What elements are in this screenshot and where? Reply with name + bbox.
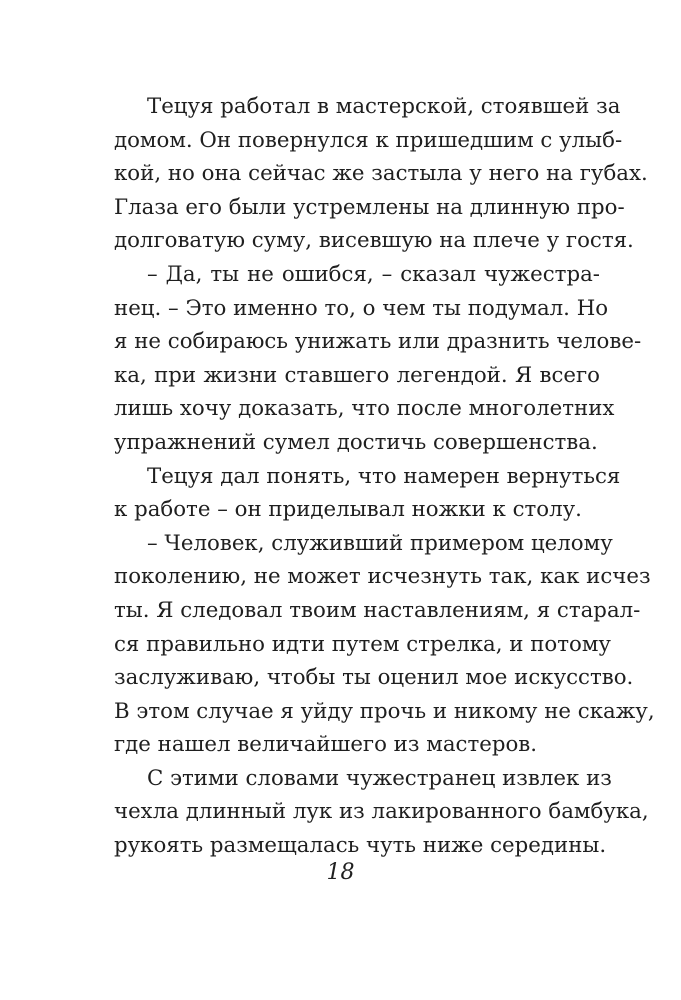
paragraph [114, 762, 649, 863]
page-number: 18 [326, 860, 355, 885]
text-line: заслуживаю, чтобы ты оценил мое искусство. [114, 665, 634, 691]
text-line: – Человек, служивший примером целому [147, 530, 613, 556]
paragraph [114, 258, 642, 460]
text-line: чехла длинный лук из лакированного бамбука, [114, 799, 649, 825]
text-line: где нашел величайшего из мастеров. [114, 732, 538, 758]
paragraph [114, 460, 621, 527]
text-line: Глаза его были устремлены на длинную про- [114, 194, 625, 220]
text-line: Тецуя дал понять, что намерен вернуться [147, 463, 621, 489]
text-line: ся правильно идти путем стрелка, и потому [114, 631, 611, 657]
text-line: нец. – Это именно то, о чем ты подумал. Но [114, 295, 609, 321]
text-line: рукоять размещалась чуть ниже середины. [114, 833, 607, 859]
text-line: В этом случае я уйду прочь и никому не скажу, [114, 698, 655, 724]
text-line: к работе – он приделывал ножки к столу. [114, 497, 582, 523]
paragraph [114, 90, 648, 258]
text-line: лишь хочу доказать, что после многолетних [114, 396, 615, 422]
text-line: ты. Я следовал твоим наставлениям, я старал- [114, 597, 641, 623]
text-line: поколению, не может исчезнуть так, как исчез [114, 564, 651, 590]
text-line: я не собираюсь унижать или дразнить челове- [114, 329, 642, 355]
text-line: кой, но она сейчас же застыла у него на губах. [114, 161, 648, 187]
text-line: долговатую суму, висевшую на плече у гостя. [114, 228, 634, 254]
text-line: упражнений сумел достичь совершенства. [114, 429, 598, 455]
text-line: – Да, ты не ошибся, – сказал чужестра- [147, 261, 600, 287]
body-text [114, 90, 655, 863]
text-line: домом. Он повернулся к пришедшим с улыб- [114, 127, 623, 153]
text-line: Тецуя работал в мастерской, стоявшей за [147, 94, 621, 119]
text-line: С этими словами чужестранец извлек из [147, 765, 612, 791]
paragraph [114, 527, 655, 762]
text-line: ка, при жизни ставшего легендой. Я всего [114, 362, 600, 388]
